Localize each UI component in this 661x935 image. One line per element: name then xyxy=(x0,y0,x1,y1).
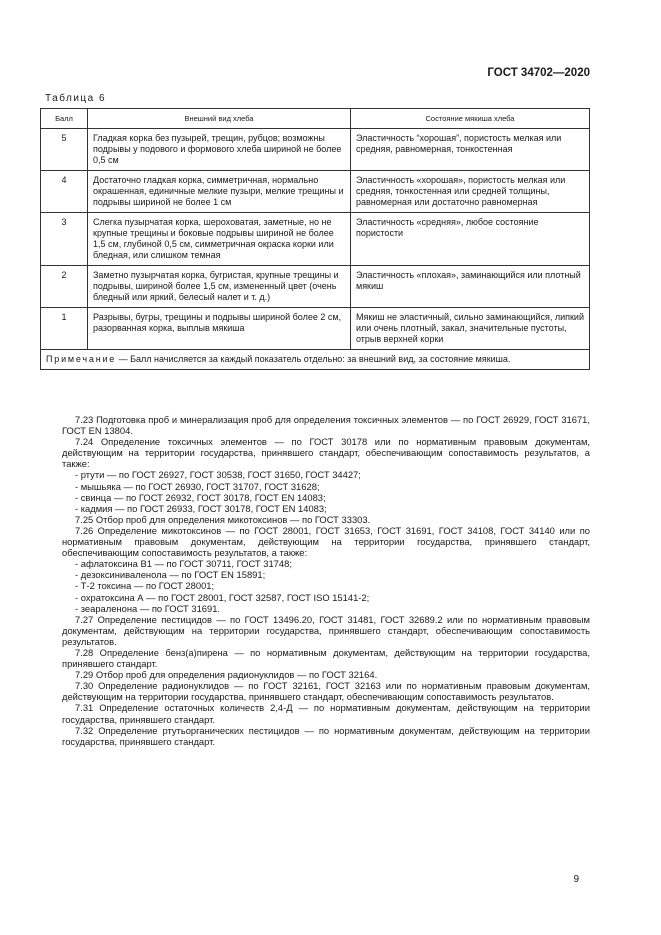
list-item: - дезоксиниваленола — по ГОСТ EN 15891; xyxy=(75,569,266,581)
table-caption: Таблица 6 xyxy=(45,93,107,104)
list-item: - кадмия — по ГОСТ 26933, ГОСТ 30178, ГОСТ EN 14083; xyxy=(75,502,327,514)
column-header-score: Балл xyxy=(41,109,88,129)
crumb-cell: Эластичность «плохая», заминающийся или плотный мякиш xyxy=(351,266,590,308)
list-item: - свинца — по ГОСТ 26932, ГОСТ 30178, ГОСТ EN 14083; xyxy=(75,491,326,503)
paragraph: 7.31 Определение остаточных количеств 2,4-Д — по нормативным документам, действующим на территории государства, принявшего стандарт. xyxy=(62,702,590,725)
score-cell: 2 xyxy=(41,266,88,308)
list-item: - зеараленона — по ГОСТ 31691. xyxy=(75,602,221,614)
table-row xyxy=(41,129,590,171)
table-row xyxy=(41,213,590,266)
table-row xyxy=(41,308,590,350)
crumb-cell: Эластичность “хорошая”, пористость мелкая или средняя, равномерная, тонкостенная xyxy=(351,129,590,171)
score-cell: 1 xyxy=(41,308,88,350)
appearance-cell: Гладкая корка без пузырей, трещин, рубцов; возможны подрывы у подового и формового хлеба шириной не более 0,5 см xyxy=(88,129,351,171)
document-id: ГОСТ 34702—2020 xyxy=(487,67,590,79)
table-6 xyxy=(40,108,590,370)
score-cell: 3 xyxy=(41,213,88,266)
paragraph: 7.29 Отбор проб для определения радионуклидов — по ГОСТ 32164. xyxy=(75,669,378,681)
crumb-cell: Эластичность «хорошая», пористость мелкая или средняя, тонкостенная или средней толщины, равномерная или достаточно равномерная xyxy=(351,171,590,213)
crumb-cell: Мякиш не эластичный, сильно заминающийся, липкий или очень плотный, закал, значительные пустоты, отрыв верхней корки xyxy=(351,308,590,350)
score-cell: 4 xyxy=(41,171,88,213)
list-item: - охратоксина А — по ГОСТ 28001, ГОСТ 32587, ГОСТ ISO 15141-2; xyxy=(75,591,370,603)
paragraph: 7.28 Определение бенз(а)пирена — по нормативным документам, действующим на территории государства, принявшего стандарт. xyxy=(62,646,590,670)
paragraph: 7.30 Определение радионуклидов — по ГОСТ 32161, ГОСТ 32163 или по нормативным правовым документам, действующим на территории государства, принявшего стандарт, обеспечивающим сопоставимость результатов. xyxy=(62,680,590,703)
crumb-cell: Эластичность «средняя», любое состояние пористости xyxy=(351,213,590,266)
paragraph: 7.24 Определение токсичных элементов — по ГОСТ 30178 или по нормативным правовым документам, действующим на территории государства, принявшего стандарт, обеспечивающим сопоставимость результатов, а также: xyxy=(62,436,590,470)
list-item: - Т-2 токсина — по ГОСТ 28001; xyxy=(75,580,215,592)
paragraph: 7.25 Отбор проб для определения микотоксинов — по ГОСТ 33303. xyxy=(75,513,371,525)
list-item: - ртути — по ГОСТ 26927, ГОСТ 30538, ГОСТ 31650, ГОСТ 34427; xyxy=(75,469,361,481)
appearance-cell: Заметно пузырчатая корка, бугристая, крупные трещины и подрывы, шириной более 1,5 см, измененный цвет (очень бледный или яркий, белесый налет и т. д.) xyxy=(88,266,351,308)
body-text xyxy=(62,414,590,747)
table-note xyxy=(41,350,590,370)
appearance-cell: Разрывы, бугры, трещины и подрывы шириной более 2 см, разорванная корка, выплыв мякиша xyxy=(88,308,351,350)
column-header-crumb: Состояние мякиша хлеба xyxy=(351,109,590,129)
paragraph: 7.32 Определение ртутьорганических пестицидов — по нормативным документам, действующим на территории государства, принявшего стандарт. xyxy=(62,724,590,747)
score-cell: 5 xyxy=(41,129,88,171)
table-row xyxy=(41,266,590,308)
paragraph: 7.27 Определение пестицидов — по ГОСТ 13496.20, ГОСТ 31481, ГОСТ 32689.2 или по нормативным правовым документам, действующим на территории государства, принявшего стандарт, обеспечивающим сопоставимость результатов. xyxy=(62,613,590,647)
column-header-appearance: Внешний вид хлеба xyxy=(88,109,351,129)
appearance-cell: Слегка пузырчатая корка, шероховатая, заметные, но не крупные трещины и боковые подрывы шириной не более 1,5 см, глубиной 0,5 см, симметричная окраска корки или бледная, или слишком темная xyxy=(88,213,351,266)
note-text: — Балл начисляется за каждый показатель отдельно: за внешний вид, за состояние мякиша. xyxy=(116,354,511,364)
list-item: - мышьяка — по ГОСТ 26930, ГОСТ 31707, ГОСТ 31628; xyxy=(75,480,320,492)
table-row xyxy=(41,171,590,213)
note-label: Примечание xyxy=(46,354,117,364)
page-number: 9 xyxy=(573,874,579,885)
appearance-cell: Достаточно гладкая корка, симметричная, нормально окрашенная, единичные мелкие пузыри, мелкие трещины и подрывы шириной не более 1 см xyxy=(88,171,351,213)
list-item: - афлатоксина В1 — по ГОСТ 30711, ГОСТ 31748; xyxy=(75,558,292,570)
table-note-row xyxy=(41,350,590,370)
table-header-row xyxy=(41,109,590,129)
paragraph: 7.23 Подготовка проб и минерализация проб для определения токсичных элементов — по ГОСТ 26929, ГОСТ 31671, ГОСТ EN 13804. xyxy=(62,414,590,437)
paragraph: 7.26 Определение микотоксинов — по ГОСТ 28001, ГОСТ 31653, ГОСТ 31691, ГОСТ 34108, ГОСТ 34140 или по нормативным правовым документам, действующим на территории государства, принявшего стандарт, обеспечивающим сопоставимость результатов, а также: xyxy=(62,524,590,559)
